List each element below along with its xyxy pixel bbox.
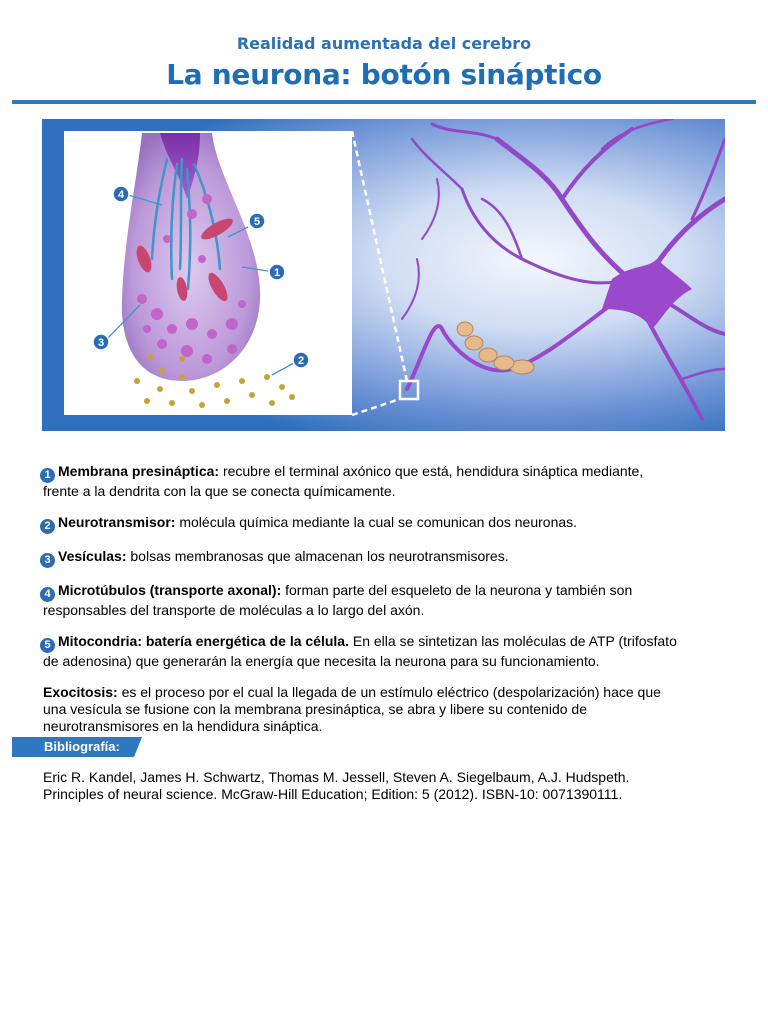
definition-term: Neurotransmisor: [58, 514, 176, 530]
number-badge: 3 [40, 553, 55, 568]
callout-4 [113, 186, 129, 202]
definition-text-continued: de adenosina) que generarán la energía que necesita la neurona para su funcionamiento. [43, 653, 600, 669]
definition-item [40, 582, 740, 619]
definition-term: Vesículas: [58, 548, 127, 564]
callout-5 [249, 213, 265, 229]
definition-text: molécula química mediante la cual se comunican dos neuronas. [175, 514, 578, 530]
reference-line: Eric R. Kandel, James H. Schwartz, Thomas M. Jessell, Steven A. Siegelbaum, A.J. Hudspeth. [43, 769, 630, 785]
svg-text:1: 1 [273, 267, 281, 279]
definition-text-continued: responsables del transporte de moléculas a lo largo del axón. [43, 602, 425, 618]
svg-text:5: 5 [253, 216, 261, 228]
exocitosis-text-line3: neurotransmisores en la hendidura sináptica. [43, 718, 323, 734]
definition-text: En ella se sintetizan las moléculas de ATP (trifosfato [348, 633, 677, 649]
page-subtitle: Realidad aumentada del cerebro [236, 34, 532, 53]
definition-item [40, 633, 740, 670]
callout-3 [93, 334, 109, 350]
definitions-list [40, 463, 740, 735]
bibliography-reference [43, 769, 743, 803]
header-divider [12, 100, 756, 104]
number-badge: 2 [40, 519, 55, 534]
svg-text:3: 3 [97, 337, 105, 349]
definition-text: bolsas membranosas que almacenan los neurotransmisores. [126, 548, 509, 564]
svg-text:4: 4 [117, 189, 125, 201]
number-badge: 4 [40, 587, 55, 602]
number-badge: 5 [40, 638, 55, 653]
definition-item [40, 463, 740, 500]
definition-item [40, 514, 740, 534]
synapse-illustration [42, 119, 725, 431]
exocitosis-paragraph [40, 684, 740, 735]
definition-text-continued: frente a la dendrita con la que se conecta químicamente. [43, 483, 396, 499]
exocitosis-text-line2: una vesícula se fusione con la membrana presináptica, se abra y libere su contenido de [43, 701, 587, 717]
definition-term: Microtúbulos (transporte axonal): [58, 582, 282, 598]
definition-term: Membrana presináptica: [58, 463, 220, 479]
exocitosis-term: Exocitosis: [43, 684, 118, 700]
definition-text: recubre el terminal axónico que está, hendidura sináptica mediante, [219, 463, 644, 479]
reference-line: Principles of neural science. McGraw-Hill Education; Edition: 5 (2012). ISBN-10: 0071390111. [43, 786, 623, 802]
page-title: La neurona: botón sináptico [166, 58, 602, 91]
number-badge: 1 [40, 468, 55, 483]
bibliography-label: Bibliografía: [44, 739, 120, 754]
callout-2 [293, 352, 309, 368]
illustration-canvas [42, 119, 725, 431]
definition-item [40, 548, 740, 568]
exocitosis-text: es el proceso por el cual la llegada de un estímulo eléctrico (despolarización) hace que [117, 684, 661, 700]
definition-text: forman parte del esqueleto de la neurona y también son [281, 582, 633, 598]
svg-text:2: 2 [297, 355, 305, 367]
definition-term: Mitocondria: batería energética de la célula. [58, 633, 349, 649]
bibliography-heading [12, 737, 142, 757]
callout-1 [269, 264, 285, 280]
